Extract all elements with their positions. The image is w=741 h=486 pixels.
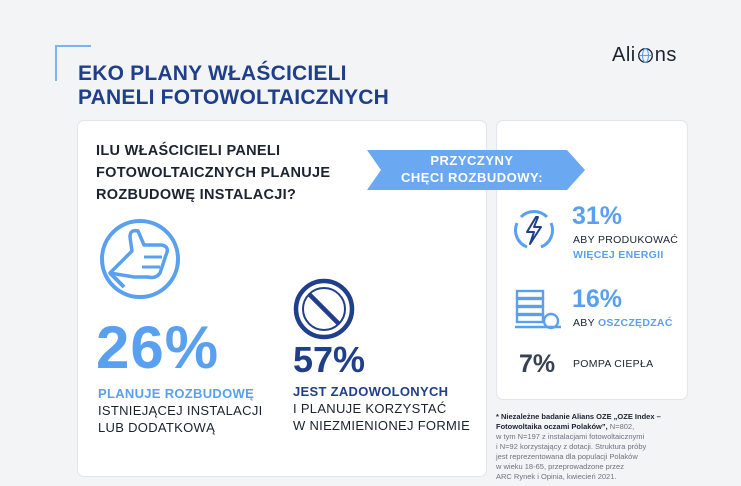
stat-57-label-head: JEST ZADOWOLONYCH [293, 384, 449, 399]
footnote-line-2-rest: N=802, [607, 422, 635, 431]
stat-57-value: 57% [293, 339, 366, 380]
stat-57-label-line3: W NIEZMIENIONEJ FORMIE [293, 418, 471, 433]
prohibited-icon [291, 276, 357, 342]
globe-icon [637, 47, 654, 64]
reason-2-label-line2: OSZCZĘDZAĆ [597, 317, 673, 329]
banner-line-1: PRZYCZYNY [430, 153, 514, 168]
money-stack-icon [513, 287, 563, 331]
footnote-line-7: ARC Rynek i Opinia, kwiecień 2021. [496, 472, 617, 481]
footnote-line-6: w wieku 18-65, przeprowadzone przez [496, 462, 624, 471]
alians-logo [612, 44, 677, 67]
page-title [78, 62, 389, 110]
stat-26-label-head: PLANUJE ROZBUDOWĘ [98, 386, 255, 401]
question-line-2: FOTOWOLTAICZNYCH PLANUJE [96, 165, 331, 181]
stat-26-label-line2: ISTNIEJĄCEJ INSTALACJI [98, 403, 263, 418]
footnote-line-3: w tym N=197 z instalacjami fotowoltaicznymi [496, 432, 645, 441]
reason-1-label [573, 233, 678, 263]
reason-3-value: 7% [519, 350, 556, 378]
logo-text-left: Ali [612, 44, 636, 66]
title-line-1: EKO PLANY WŁAŚCICIELI [78, 62, 347, 85]
stat-26-value: 26% [96, 314, 220, 381]
banner-line-2: CHĘCI ROZBUDOWY: [400, 170, 544, 185]
reason-1-label-line2: WIĘCEJ ENERGII [573, 249, 664, 261]
reason-2-value: 16% [572, 285, 623, 313]
logo-text-right: ns [654, 44, 677, 66]
energy-bolt-icon [511, 207, 557, 253]
stat-57-label [293, 383, 470, 434]
thumbs-up-icon [96, 215, 184, 303]
question-line-1: ILU WŁAŚCICIELI PANELI [96, 143, 281, 159]
title-line-2: PANELI FOTOWOLTAICZNYCH [78, 86, 390, 109]
footnote-line-1: * Niezależne badanie Alians OZE „OZE Index – [496, 412, 661, 421]
reason-2-label [573, 316, 673, 331]
question-line-3: ROZBUDOWĘ INSTALACJI? [96, 187, 297, 203]
footnote-line-2-bold: Fotowoltaika oczami Polaków”, [496, 422, 608, 431]
survey-question [96, 140, 330, 206]
stat-26-label-line3: LUB DODATKOWĄ [98, 420, 216, 435]
footnote [496, 412, 696, 482]
stat-26-label [98, 385, 263, 436]
reason-3-label: POMPA CIEPŁA [573, 358, 654, 370]
reason-1-label-line1: ABY PRODUKOWAĆ [573, 234, 679, 246]
stat-57-label-line2: I PLANUJE KORZYSTAĆ [293, 401, 447, 416]
reason-1-value: 31% [572, 202, 623, 230]
reason-2-label-line1: ABY [573, 317, 595, 329]
reasons-banner-text [367, 152, 577, 186]
footnote-line-5: jest reprezentowana dla populacji Polaków [496, 452, 638, 461]
footnote-line-4: i N=92 korzystający z dotacji. Struktura próby [496, 442, 647, 451]
